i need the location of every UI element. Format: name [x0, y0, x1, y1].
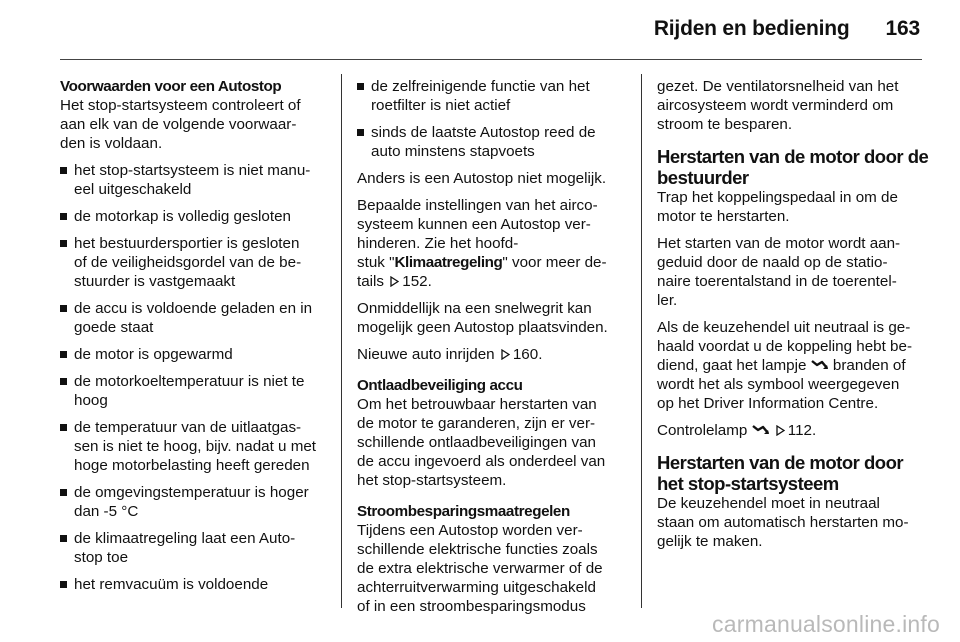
page-number: 163 [885, 17, 920, 40]
list-item: de klimaatregeling laat een Auto- stop toe [60, 529, 330, 567]
bullet-icon [60, 378, 67, 385]
bullet-icon [60, 535, 67, 542]
heading-driver-restart: Herstarten van de motor door de bestuurder [657, 146, 929, 188]
page-reference-triangle-icon [776, 425, 785, 436]
column-3 [657, 77, 929, 551]
column-divider [641, 74, 642, 608]
paragraph: Onmiddellijk na een snelwegrit kan mogelijk geen Autostop plaatsvinden. [357, 300, 608, 336]
bullet-icon [60, 581, 67, 588]
paragraph: Trap het koppelingspedaal in om de motor te herstarten. [657, 189, 898, 225]
intro-paragraph: Het stop-startsysteem controleert of aan elk van de volgende voorwaar- den is voldaan. [60, 97, 301, 152]
heading-battery-discharge-protection: Ontlaadbeveiliging accu [357, 377, 523, 394]
bullet-icon [357, 129, 364, 136]
climate-control-link[interactable]: Klimaatregeling [394, 254, 503, 271]
page-ref-160[interactable]: 160. [512, 346, 543, 363]
heading-autostop-conditions: Voorwaarden voor een Autostop [60, 78, 282, 95]
page-header [654, 17, 920, 41]
heading-system-restart: Herstarten van de motor door het stop-startsysteem [657, 452, 904, 494]
list-item: de accu is voldoende geladen en in goede staat [60, 299, 330, 337]
list-item: de zelfreinigende functie van het roetfilter is niet actief [357, 77, 629, 115]
paragraph: Bepaalde instellingen van het airco- systeem kunnen een Autostop ver- hinderen. Zie het hoofd- stuk "Klimaatregeling" voor meer de- tails 152. [357, 197, 607, 290]
bullet-icon [60, 424, 67, 431]
list-item: het remvacuüm is voldoende [60, 575, 330, 594]
heading-power-saving-measures: Stroombesparingsmaatregelen [357, 503, 570, 520]
autostop-indicator-icon [811, 359, 829, 371]
page-ref-112[interactable]: 112. [787, 422, 817, 439]
autostop-indicator-icon [752, 424, 770, 436]
paragraph: Het starten van de motor wordt aan- geduid door de naald op de statio- naire toerentalstand in de toerentel- ler. [657, 235, 901, 309]
list-item: de motorkap is volledig gesloten [60, 207, 330, 226]
bullet-icon [60, 305, 67, 312]
page-reference-triangle-icon [390, 276, 399, 287]
paragraph: Nieuwe auto inrijden 160. [357, 346, 543, 363]
paragraph: Tijdens een Autostop worden ver- schillende elektrische functies zoals de extra elektrische verwarmer of de achterruitverwarming uitgeschakeld of in een stroombesparingsmodus [357, 522, 603, 615]
list-item: het bestuurdersportier is gesloten of de veiligheidsgordel van de be- stuurder is vastgemaakt [60, 234, 330, 291]
bullet-icon [60, 167, 67, 174]
list-item: de temperatuur van de uitlaatgas- sen is niet te hoog, bijv. nadat u met hoge motorbelasting heeft gereden [60, 418, 330, 475]
paragraph: Controlelamp 112. [657, 422, 817, 439]
bullet-icon [60, 240, 67, 247]
paragraph: Anders is een Autostop niet mogelijk. [357, 170, 607, 187]
paragraph: Als de keuzehendel uit neutraal is ge- haald voordat u de koppeling hebt be- diend, gaat het lampje branden of wordt het als symbool weergegeven op het Driver Information Centre. [657, 319, 913, 412]
column-divider [341, 74, 342, 608]
bullet-icon [60, 351, 67, 358]
watermark: carmanualsonline.info [712, 611, 940, 637]
column-1 [60, 77, 330, 594]
paragraph: gezet. De ventilatorsnelheid van het aircosysteem wordt verminderd om stroom te besparen. [657, 78, 899, 133]
list-item: de omgevingstemperatuur is hoger dan -5 °C [60, 483, 330, 521]
bullet-icon [60, 489, 67, 496]
page-reference-triangle-icon [501, 349, 510, 360]
list-item: sinds de laatste Autostop reed de auto minstens stapvoets [357, 123, 629, 161]
list-item: de motorkoeltemperatuur is niet te hoog [60, 372, 330, 410]
bullet-icon [357, 83, 364, 90]
list-item: het stop-startsysteem is niet manu- eel uitgeschakeld [60, 161, 330, 199]
list-item: de motor is opgewarmd [60, 345, 330, 364]
page-ref-152[interactable]: 152. [402, 273, 432, 290]
paragraph: De keuzehendel moet in neutraal staan om automatisch herstarten mo- gelijk te maken. [657, 495, 909, 550]
column-2 [357, 77, 629, 616]
paragraph: Om het betrouwbaar herstarten van de motor te garanderen, zijn er ver- schillende ontlaadbeveiligingen van de accu ingevoerd als onderdeel van het stop-startsysteem. [357, 396, 606, 489]
header-divider [60, 59, 922, 60]
bullet-icon [60, 213, 67, 220]
section-title: Rijden en bediening [653, 17, 850, 40]
